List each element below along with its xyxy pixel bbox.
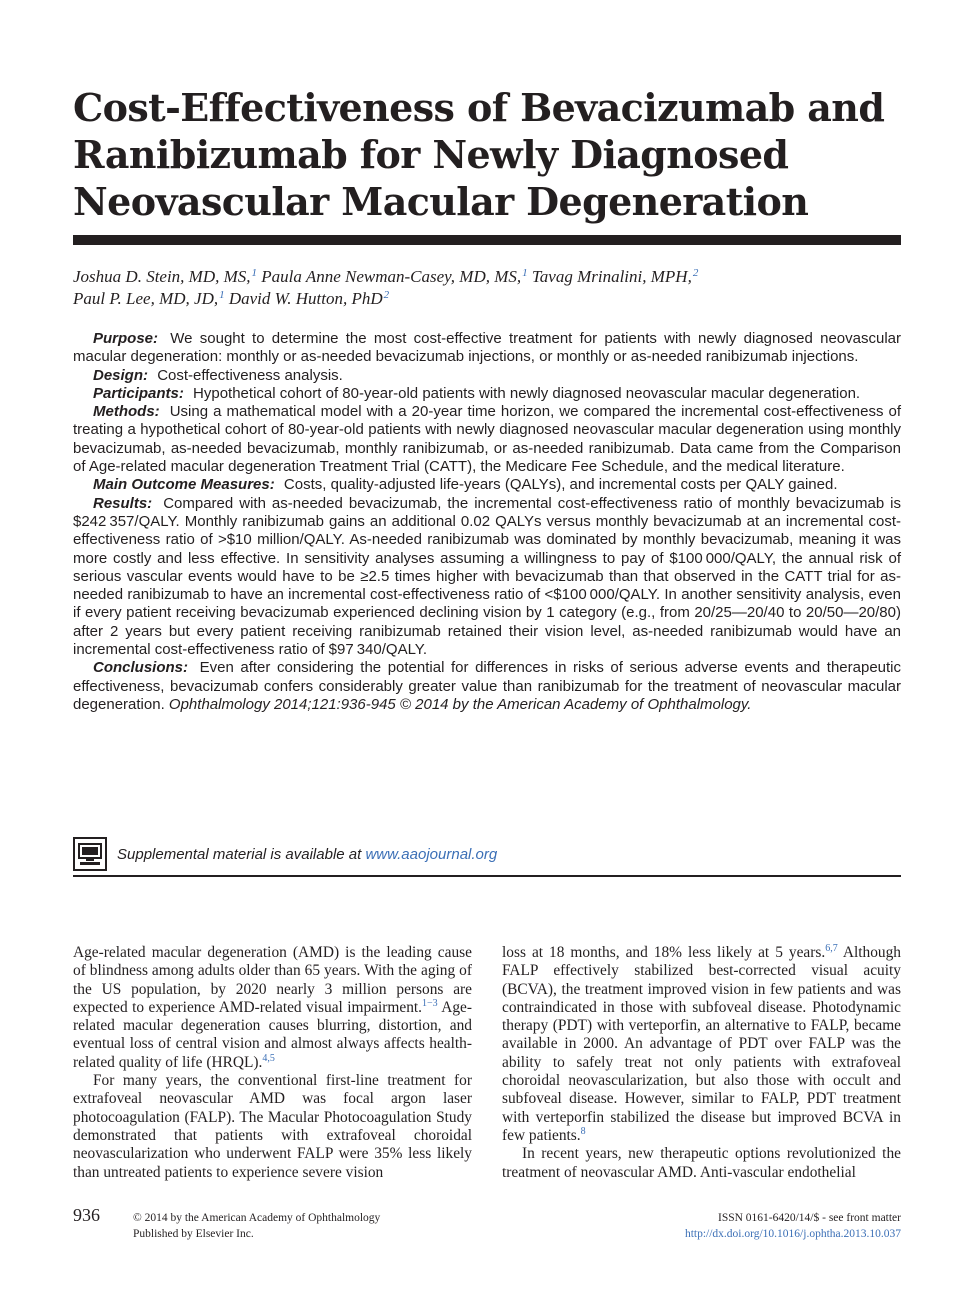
- supplemental-text: Supplemental material is available at www.aaojournal.org: [117, 845, 498, 863]
- paragraph-text: loss at 18 months, and 18% less likely at 5 years.: [502, 944, 826, 961]
- abstract-results: [73, 495, 901, 660]
- author-name: Paula Anne Newman-Casey, MD, MS,: [257, 267, 522, 286]
- section-label: Methods:: [93, 403, 160, 421]
- paragraph-text: Age-related macular degeneration causes blurring, distortion, and eventual loss of central vision and almost always affects health-related quality of life (HRQL).: [73, 998, 473, 1071]
- journal-citation: Ophthalmology 2014;121:936-945 © 2014 by the American Academy of Ophthalmology.: [168, 695, 752, 713]
- section-text: We sought to determine the most cost-effective treatment for patients with newly diagnosed neovascular macular degeneration: monthly or as-needed bevacizumab injections, or monthly or as-needed ranibizumab injections.: [73, 330, 901, 366]
- footer-copyright-block: [133, 1210, 380, 1242]
- section-text: Compared with as-needed bevacizumab, the incremental cost-effectiveness ratio of monthly bevacizumab is $242 357/QALY. Monthly ranibizumab gains an additional 0.02 QALYs versus monthly bevacizumab at an incremental cost-effectiveness ratio of >$10 million/QALY. As-needed ranibizumab was dominated by monthly bevacizumab, meaning it was more costly and less effective. In sensitivity analyses assuming a willingness to pay of $100 000/QALY, the annual risk of serious vascular events would have to be ≥2.5 times higher with bevacizumab than that observed in the CATT trial for as-needed ranibizumab to have an incremental cost-effectiveness ratio of <$100 000/QALY. In another sensitivity analysis, even if every patient receiving bevacizumab experienced declining vision by 1 category (e.g., from 20/25—20/40 to 20/50—20/80) after 2 years but every patient receiving ranibizumab retained their vision level, as-needed ranibizumab would have an incremental cost-effectiveness ratio of $97 340/QALY.: [73, 494, 901, 659]
- author-list: [73, 266, 903, 310]
- reference-citation[interactable]: 1−3: [422, 997, 438, 1009]
- abstract-outcome-measures: [73, 476, 901, 494]
- paragraph-text: For many years, the conventional first-line treatment for extrafoveal neovascular AMD was focal argon laser photocoagulation (FALP). The Macular Photocoagulation Study demonstrated that patients with extrafoveal choroidal neovascularization who underwent FALP were 35% less likely than untreated patients to experience severe vision: [73, 1072, 472, 1181]
- abstract-design: [73, 367, 901, 385]
- body-column-left: [73, 944, 472, 1182]
- author-name: Tavag Mrinalini, MPH,: [527, 267, 692, 286]
- page-footer: [73, 1205, 901, 1245]
- section-text: Costs, quality-adjusted life-years (QALYs), and incremental costs per QALY gained.: [283, 476, 838, 494]
- section-label: Results:: [93, 494, 153, 512]
- section-text: Cost-effectiveness analysis.: [157, 366, 343, 384]
- title-line: Cost-Effectiveness of Bevacizumab and: [73, 85, 885, 130]
- author-line-2: [73, 288, 903, 310]
- abstract-methods: [73, 403, 901, 476]
- affiliation-ref[interactable]: 1: [219, 289, 225, 301]
- article-title: [73, 84, 903, 225]
- section-text: Using a mathematical model with a 20-year time horizon, we compared the incremental cost-effectiveness of treating a hypothetical cohort of 80-year-old patients with newly diagnosed neovascular macular degeneration using monthly bevacizumab, as-needed bevacizumab, monthly ranibizumab, or as-needed ranibizumab. Data came from the Comparison of Age-related macular degeneration Treatment Trial (CATT), the Medicare Fee Schedule, and the medical literature.: [73, 403, 901, 476]
- doi-link[interactable]: http://dx.doi.org/10.1016/j.ophtha.2013.10.037: [684, 1228, 901, 1240]
- affiliation-ref[interactable]: 1: [522, 267, 528, 279]
- section-text: Hypothetical cohort of 80-year-old patients with newly diagnosed neovascular macular degeneration.: [193, 384, 861, 402]
- author-name: Paul P. Lee, MD, JD,: [73, 289, 219, 308]
- section-label: Conclusions:: [93, 659, 189, 677]
- page-number: 936: [73, 1205, 100, 1225]
- title-rule: [73, 235, 901, 245]
- body-column-right: [502, 944, 901, 1182]
- section-label: Design:: [93, 366, 149, 384]
- footer-identifiers: [685, 1210, 901, 1242]
- affiliation-ref[interactable]: 2: [692, 267, 699, 279]
- section-text: Even after considering the potential for differences in risks of serious adverse events and therapeutic effectiveness, bevacizumab confers considerably greater value than ranibizumab for the treatment of neovascular macular degeneration.: [73, 659, 902, 713]
- journal-website-link[interactable]: www.aaojournal.org: [365, 845, 498, 863]
- issn-notice: ISSN 0161-6420/14/$ - see front matter: [717, 1212, 901, 1224]
- abstract-participants: [73, 385, 901, 403]
- reference-citation[interactable]: 8: [580, 1125, 586, 1137]
- section-label: Main Outcome Measures:: [93, 476, 275, 494]
- section-divider: [73, 875, 901, 877]
- copyright-notice: © 2014 by the American Academy of Ophthalmology: [133, 1212, 381, 1224]
- author-name: David W. Hutton, PhD: [224, 289, 383, 308]
- reference-citation[interactable]: 6,7: [825, 943, 838, 954]
- author-line-1: [73, 266, 903, 288]
- affiliation-ref[interactable]: 2: [383, 289, 390, 301]
- supplemental-note: [73, 834, 901, 874]
- reference-citation[interactable]: 4,5: [262, 1052, 275, 1064]
- body-paragraph: [73, 944, 472, 1072]
- paragraph-text: In recent years, new therapeutic options revolutionized the treatment of neovascular AMD. Anti-vascular endothelial: [502, 1145, 901, 1181]
- abstract-purpose: [73, 330, 901, 367]
- body-paragraph: [73, 1072, 472, 1182]
- title-line: Neovascular Macular Degeneration: [73, 179, 809, 224]
- publisher-notice: Published by Elsevier Inc.: [133, 1228, 254, 1240]
- paragraph-text: Although FALP effectively stabilized best-corrected visual acuity (BCVA), the treatment improved vision in few patients and was contraindicated in those with subfoveal disease. Photodynamic therapy (PDT) with verteporfin, an alternative to FALP, became available in 2000. An advantage of PDT over FALP was the ability to safely treat not only patients with extrafoveal choroidal neovascularization, but also those with occult and subfoveal disease. However, similar to FALP, PDT treatment with verteporfin stabilized the disease but improved BCVA in few patients.: [502, 944, 901, 1144]
- computer-monitor-icon: [73, 837, 107, 871]
- paragraph-text: Age-related macular degeneration (AMD) is the leading cause of blindness among adults older than 65 years. With the aging of the US population, by 2020 nearly 3 million persons are expected to experience AMD-related visual impairment.: [73, 944, 472, 1016]
- section-label: Participants:: [93, 384, 184, 402]
- section-label: Purpose:: [93, 330, 159, 347]
- abstract-conclusions: [73, 659, 901, 714]
- author-name: Joshua D. Stein, MD, MS,: [73, 267, 251, 286]
- abstract: [73, 330, 901, 714]
- body-paragraph: [502, 1145, 901, 1182]
- affiliation-ref[interactable]: 1: [251, 267, 258, 279]
- title-line: Ranibizumab for Newly Diagnosed: [73, 132, 789, 177]
- body-paragraph: [502, 944, 901, 1145]
